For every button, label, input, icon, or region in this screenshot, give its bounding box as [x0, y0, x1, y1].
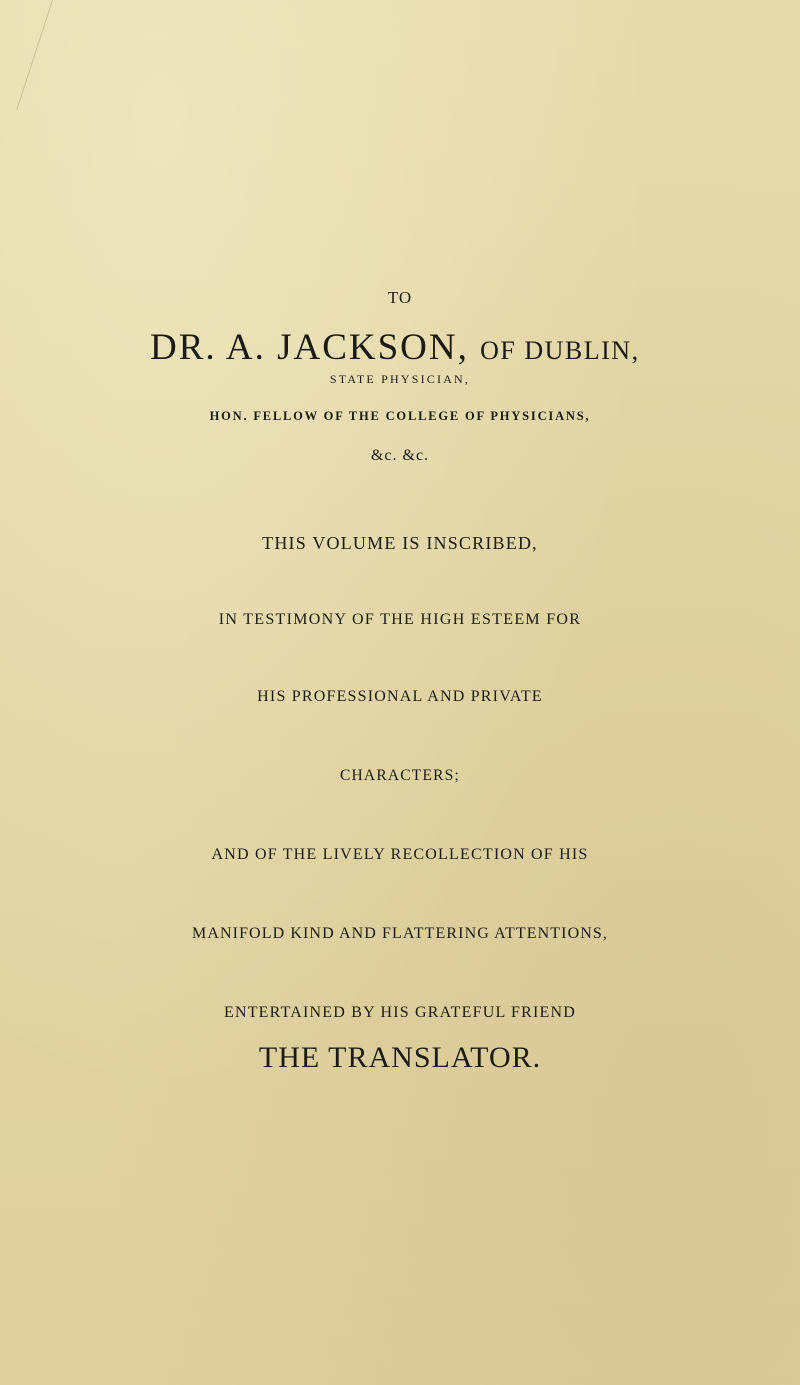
dedication-to: TO [387, 288, 413, 307]
recollection-line: AND OF THE LIVELY RECOLLECTION OF HIS [211, 846, 589, 863]
entertained-line: ENTERTAINED BY HIS GRATEFUL FRIEND [223, 1004, 577, 1021]
dedicatee-line [150, 326, 640, 369]
dedicatee-fellowship: HON. FELLOW OF THE COLLEGE OF PHYSICIANS, [209, 409, 591, 423]
professional-line: HIS PROFESSIONAL AND PRIVATE [257, 688, 543, 705]
dedicatee-place: OF DUBLIN, [480, 336, 640, 365]
paper-crease [16, 0, 93, 110]
dedicatee-title: STATE PHYSICIAN, [329, 372, 471, 386]
dedicatee-name: DR. A. JACKSON, [150, 327, 469, 368]
manifold-line: MANIFOLD KIND AND FLATTERING ATTENTIONS, [192, 925, 608, 942]
characters-line: CHARACTERS; [340, 767, 460, 784]
signature-line: THE TRANSLATOR. [258, 1041, 542, 1074]
testimony-line: IN TESTIMONY OF THE HIGH ESTEEM FOR [218, 611, 582, 628]
inscription-line: THIS VOLUME IS INSCRIBED, [262, 533, 538, 553]
etcetera-line: &c. &c. [370, 447, 430, 464]
